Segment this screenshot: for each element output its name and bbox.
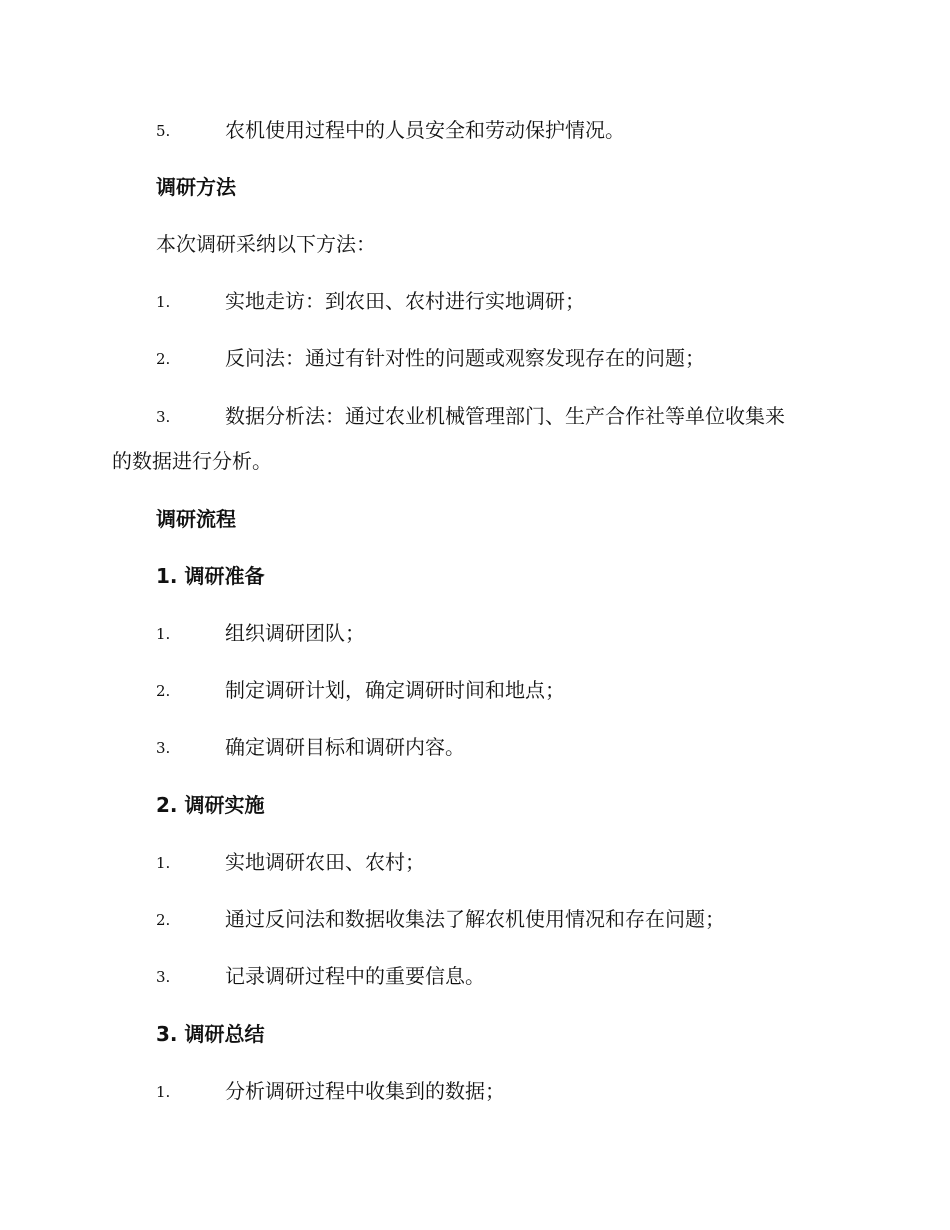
list-item xyxy=(0,287,950,317)
heading-text: 调研方法 xyxy=(156,175,236,199)
list-number: 2. xyxy=(156,911,171,929)
list-item-text: 通过反问法和数据收集法了解农机使用情况和存在问题； xyxy=(225,907,725,931)
list-item xyxy=(0,619,950,649)
list-item-text: 实地走访：到农田、农村进行实地调研； xyxy=(225,289,585,313)
list-number: 3. xyxy=(156,408,171,426)
heading-text: 3. 调研总结 xyxy=(156,1022,265,1046)
subsection-heading-preparation xyxy=(0,562,950,592)
list-number: 1. xyxy=(156,625,171,643)
list-item-text: 组织调研团队； xyxy=(225,621,365,645)
section-heading-method xyxy=(0,173,950,203)
list-item xyxy=(0,733,950,763)
list-item xyxy=(0,676,950,706)
heading-text: 2. 调研实施 xyxy=(156,793,265,817)
list-item-text: 实地调研农田、农村； xyxy=(225,850,425,874)
list-item-text: 反问法：通过有针对性的问题或观察发现存在的问题； xyxy=(225,346,705,370)
list-item xyxy=(0,848,950,878)
list-item-text: 制定调研计划，确定调研时间和地点； xyxy=(225,678,565,702)
list-item-text: 数据分析法：通过农业机械管理部门、生产合作社等单位收集来 xyxy=(225,404,785,428)
subsection-heading-implementation xyxy=(0,791,950,821)
list-number: 5. xyxy=(156,122,171,140)
list-number: 2. xyxy=(156,350,171,368)
list-number: 1. xyxy=(156,293,171,311)
list-number: 1. xyxy=(156,1083,171,1101)
list-number: 2. xyxy=(156,682,171,700)
heading-text: 调研流程 xyxy=(156,507,236,531)
list-item-continuation xyxy=(0,447,950,477)
list-number: 3. xyxy=(156,739,171,757)
heading-text: 1. 调研准备 xyxy=(156,564,265,588)
list-item-text: 记录调研过程中的重要信息。 xyxy=(225,964,485,988)
list-item-text: 确定调研目标和调研内容。 xyxy=(225,735,465,759)
list-item xyxy=(0,402,950,432)
paragraph-text: 本次调研采纳以下方法： xyxy=(156,232,376,256)
section-heading-process xyxy=(0,505,950,535)
list-item xyxy=(0,344,950,374)
list-item-text: 分析调研过程中收集到的数据； xyxy=(225,1079,505,1103)
list-item xyxy=(0,905,950,935)
list-item xyxy=(0,116,950,146)
continuation-text: 的数据进行分析。 xyxy=(112,449,272,473)
list-number: 3. xyxy=(156,968,171,986)
list-number: 1. xyxy=(156,854,171,872)
method-intro-paragraph xyxy=(0,230,950,260)
list-item xyxy=(0,962,950,992)
subsection-heading-summary xyxy=(0,1020,950,1050)
list-item-text: 农机使用过程中的人员安全和劳动保护情况。 xyxy=(225,118,625,142)
list-item xyxy=(0,1077,950,1107)
